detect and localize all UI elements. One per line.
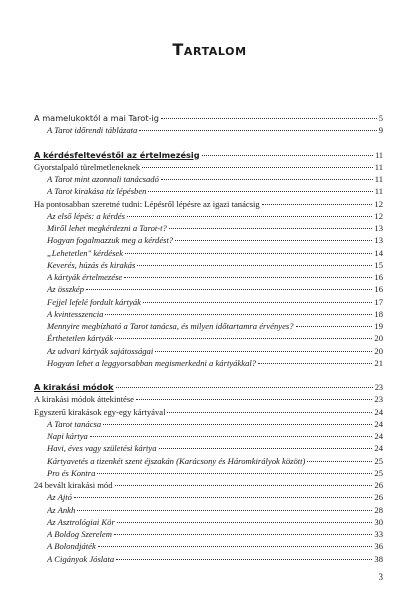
toc-entry-page: 11	[374, 186, 383, 197]
toc-entry-page: 26	[374, 480, 383, 490]
dot-leader	[97, 473, 372, 474]
toc-entry-title: A Tarot időrendi táblázata	[47, 125, 138, 136]
toc-entry-title: Egyszerű kirakások egy-egy kártyával	[34, 406, 166, 417]
toc-entry-title: Ha pontosabban szeretné tudni: Lépésről lépésre az igazi tanácsig	[34, 198, 260, 209]
dot-leader	[142, 167, 373, 168]
toc-entry-title: Az összkép	[47, 284, 84, 295]
toc-subentry[interactable]	[34, 467, 383, 479]
toc-subentry[interactable]	[34, 173, 383, 185]
toc-subentry[interactable]	[34, 259, 383, 271]
toc-entry[interactable]	[34, 381, 383, 393]
toc-entry-page: 30	[374, 516, 383, 527]
toc-entry[interactable]	[34, 406, 383, 418]
toc-entry[interactable]	[34, 393, 383, 405]
toc-entry-title: A mamelukoktól a mai Tarot-ig	[34, 113, 159, 123]
toc-entry-page: 25	[374, 455, 383, 466]
toc-subentry[interactable]	[34, 308, 383, 320]
toc-entry-page: 36	[374, 541, 383, 552]
toc-entry-page: 15	[374, 259, 383, 270]
toc-entry[interactable]	[34, 149, 383, 161]
toc-entry-page: 5	[378, 114, 383, 123]
dot-leader	[105, 314, 372, 315]
dot-leader	[116, 559, 372, 560]
toc-entry[interactable]	[34, 161, 383, 173]
dot-leader	[175, 240, 372, 241]
dot-leader	[143, 302, 372, 303]
toc-entry-title: A Bolondjáték	[47, 541, 96, 552]
toc-entry-title: A kirakási módok	[34, 382, 114, 392]
toc-entry-title: Havi, éves vagy születési kártya	[47, 443, 157, 454]
toc-entry-page: 25	[374, 467, 383, 478]
dot-leader	[125, 253, 372, 254]
dot-leader	[86, 289, 372, 290]
toc-entry-page: 13	[374, 223, 383, 233]
dot-leader	[115, 338, 372, 339]
toc-entry-title: Az udvari kártyák sajátosságai	[47, 345, 154, 356]
toc-entry-title: Az Ajtó	[47, 492, 72, 503]
toc-entry[interactable]	[34, 198, 383, 210]
toc-entry-title: Gyorstalpaló türelmetleneknek	[34, 161, 141, 172]
toc-entry-title: Az Ankh	[47, 504, 76, 515]
section-spacer	[34, 369, 383, 381]
dot-leader	[161, 118, 377, 119]
toc-entry-page: 26	[374, 492, 383, 503]
toc-entry-page: 18	[374, 308, 383, 319]
dot-leader	[90, 436, 373, 437]
dot-leader	[74, 497, 372, 498]
toc-entry-page: 21	[374, 357, 383, 368]
toc-entry-title: A kirakási módok áttekintése	[34, 394, 134, 405]
toc-entry-title: Az Asztrológiai Kör	[47, 516, 115, 527]
toc-subentry[interactable]	[34, 528, 383, 540]
page-number: 3	[378, 572, 383, 582]
toc-entry-page: 16	[374, 284, 383, 295]
toc-entry-page: 28	[374, 504, 383, 515]
toc-entry-title: 24 bevált kirakási mód	[34, 480, 113, 490]
toc-entry-page: 9	[378, 125, 383, 136]
toc-subentry[interactable]	[34, 491, 383, 503]
toc-entry-title: A Tarot kirakása tíz lépésben	[47, 186, 147, 197]
toc-entry-title: A Tarot mint azonnali tanácsadó	[47, 174, 159, 184]
dot-leader	[307, 461, 372, 462]
toc-entry-page: 20	[374, 333, 383, 344]
section-spacer	[34, 137, 383, 149]
dot-leader	[169, 228, 373, 229]
toc-subentry[interactable]	[34, 516, 383, 528]
dot-leader	[98, 546, 373, 547]
toc-entry-page: 11	[374, 161, 383, 172]
toc-entry-title: Fejjel lefelé fordult kártyák	[47, 296, 141, 307]
dot-leader	[116, 387, 373, 388]
toc-entry-page: 17	[374, 296, 383, 307]
toc-entry-title: A Tarot tanácsa	[47, 418, 102, 429]
toc-entry-title: A kvintesszencia	[47, 308, 104, 319]
toc-entry-page: 12	[374, 210, 383, 221]
toc-subentry[interactable]	[34, 185, 383, 197]
dot-leader	[262, 204, 373, 205]
dot-leader	[136, 399, 372, 400]
dot-leader	[137, 265, 372, 266]
toc-entry-title: Mennyire megbízható a Tarot tanácsa, és milyen időtartamra érvényes?	[47, 321, 294, 331]
dot-leader	[161, 179, 373, 180]
toc-entry-page: 38	[374, 553, 383, 564]
toc-entry[interactable]	[34, 479, 383, 491]
toc-subentry[interactable]	[34, 357, 383, 369]
toc-subentry[interactable]	[34, 296, 383, 308]
toc-entry-title: Hogyan fogalmazzuk meg a kérdést?	[47, 235, 174, 246]
toc-entry-title: A kártyák értelmezése	[47, 272, 123, 282]
toc-entry-title: Pro és Kontra	[47, 467, 96, 478]
toc-entry-title: A kérdésfeltevéstől az értelmezésig	[34, 149, 200, 160]
toc-subentry[interactable]	[34, 234, 383, 246]
toc-entry-page: 23	[374, 383, 383, 392]
toc-entry-page: 20	[374, 345, 383, 356]
dot-leader	[159, 448, 373, 449]
toc-entry-title: Keverés, húzás és kirakás	[47, 259, 136, 270]
toc-subentry[interactable]	[34, 455, 383, 467]
toc-entry-page: 24	[374, 406, 383, 417]
toc-entry-page: 24	[374, 431, 383, 441]
toc-entry-title: Napi kártya	[47, 431, 88, 441]
toc-subentry[interactable]	[34, 222, 383, 234]
toc-subentry[interactable]	[34, 247, 383, 259]
toc-entry-page: 11	[374, 174, 383, 184]
toc-subentry[interactable]	[34, 553, 383, 565]
dot-leader	[127, 216, 372, 217]
toc-subentry[interactable]	[34, 345, 383, 357]
toc-subentry[interactable]	[34, 418, 383, 430]
toc-entry-page: 23	[374, 394, 383, 405]
toc-subentry[interactable]	[34, 504, 383, 516]
dot-leader	[77, 510, 372, 511]
toc-entry-title: A Boldog Szerelem	[47, 529, 112, 539]
toc-entry-page: 13	[374, 235, 383, 246]
dot-leader	[115, 485, 373, 486]
toc-entry-page: 12	[374, 198, 383, 209]
toc-subentry[interactable]	[34, 210, 383, 222]
toc-entry[interactable]	[34, 112, 383, 124]
dot-leader	[258, 363, 372, 364]
toc-subentry[interactable]	[34, 124, 383, 136]
dot-leader	[148, 191, 372, 192]
toc-entry-title: Kártyavetés a tizenkét szent éjszakán (Karácsony és Háromkirályok között)	[47, 455, 306, 466]
toc-entry-page: 16	[374, 272, 383, 282]
toc-entry-title: Érthetetlen kártyák	[47, 333, 114, 344]
dot-leader	[296, 326, 373, 327]
toc-entry-title: Hogyan lehet a leggyorsabban megismerkedni a kártyákkal?	[47, 357, 257, 368]
toc-subentry[interactable]	[34, 540, 383, 552]
toc-subentry[interactable]	[34, 442, 383, 454]
toc-subentry[interactable]	[34, 332, 383, 344]
toc-entry-page: 11	[375, 150, 383, 160]
dot-leader	[103, 424, 372, 425]
toc-entry-page: 24	[374, 443, 383, 454]
toc-entry-page: 24	[374, 418, 383, 429]
toc-subentry[interactable]	[34, 430, 383, 442]
dot-leader	[124, 277, 372, 278]
toc-entry-page: 14	[374, 247, 383, 258]
toc-subentry[interactable]	[34, 283, 383, 295]
dot-leader	[114, 534, 372, 535]
toc-entry-page: 19	[374, 321, 383, 331]
dot-leader	[155, 351, 372, 352]
toc-entry-title: „Lehetetlen" kérdések	[47, 247, 124, 258]
dot-leader	[117, 522, 373, 523]
dot-leader	[202, 155, 374, 156]
table-of-contents	[34, 112, 383, 565]
toc-subentry[interactable]	[34, 271, 383, 283]
dot-leader	[167, 412, 372, 413]
toc-entry-title: Az első lépés: a kérdés	[47, 210, 125, 221]
dot-leader	[139, 130, 376, 131]
page-title: Tartalom	[172, 40, 247, 59]
toc-entry-page: 33	[374, 529, 383, 539]
toc-entry-title: Miről lehet megkérdezni a Tarot-t?	[47, 223, 167, 233]
toc-entry-title: A Cigányok Jóslata	[47, 553, 115, 564]
toc-subentry[interactable]	[34, 320, 383, 332]
